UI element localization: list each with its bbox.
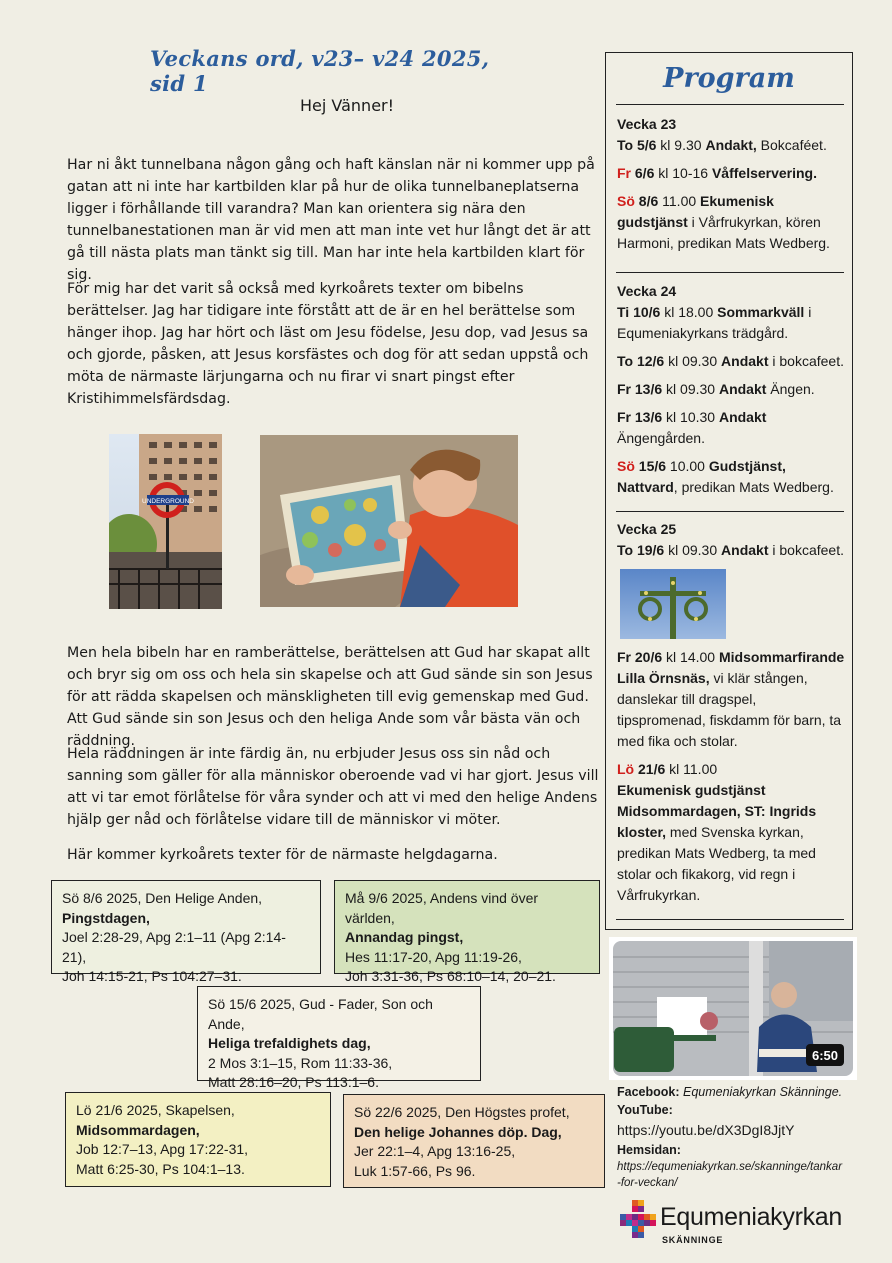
program-week-24 xyxy=(617,281,847,498)
video-thumbnail-image xyxy=(609,937,857,1080)
program-event: Sö 15/6 10.00 Gudstjänst, Nattvard, predikan Mats Wedberg. xyxy=(617,458,834,495)
video-thumbnail[interactable] xyxy=(609,937,857,1080)
reading-holiday: Annandag pingst, xyxy=(345,929,464,945)
program-event: Ti 10/6 kl 18.00 Sommarkväll i Equmeniakyrkans trädgård. xyxy=(617,304,812,341)
program-week-23 xyxy=(617,114,847,254)
paragraph-3: Men hela bibeln har en ramberättelse, berättelsen att Gud har skapat allt och bryr sig om oss och hela sin skapelse och att Gud sände sin son Jesus för att rädda skapelsen och mänskligheten till evig gemenskap med Gud. Att Gud sände sin son Jesus och den heliga Ande som vår bästa vän och räddning. xyxy=(67,645,593,749)
website-link[interactable]: https://equmeniakyrkan.se/skanninge/tankar-for-veckan/ xyxy=(617,1161,843,1189)
program-event: Fr 13/6 kl 09.30 Andakt Ängen. xyxy=(617,381,815,397)
program-event: Lö 21/6 kl 11.00 Ekumenisk gudstjänst Midsommardagen, ST: Ingrids kloster, med Svenska kyrkan, predikan Mats Wedberg, ta med stolar och fikakorg, vid regn i Vårfrukyrkan. xyxy=(617,761,817,903)
reading-box-pingstdagen xyxy=(51,880,321,984)
program-event: Fr 20/6 kl 14.00 Midsommarfirande Lilla Örnsnäs, vi klär stången, danslekar till dragspel, tipspromenad, fiskdamm för barn, ta med fika och stolar. xyxy=(617,649,845,749)
reading-box-johannes-dop xyxy=(343,1094,605,1188)
maypole-photo xyxy=(620,569,726,639)
boy-with-map-illustration xyxy=(260,435,518,607)
facebook-link[interactable]: Equmeniakyrkan Skänninge. xyxy=(683,1085,843,1099)
program-event: Fr 6/6 kl 10-16 Våffelservering. xyxy=(617,165,818,181)
divider xyxy=(616,104,844,105)
week-heading: Vecka 25 xyxy=(617,521,677,537)
reading-texts-line2: Matt 6:25-30, Ps 104:1–13. xyxy=(76,1160,245,1177)
youtube-link[interactable]: https://youtu.be/dX3DgI8JjtY xyxy=(617,1122,795,1138)
reading-texts-line2: Joh 14:15-21, Ps 104:27–31. xyxy=(62,968,242,984)
reading-date: Sö 8/6 2025, Den Helige Anden, xyxy=(62,890,263,906)
reading-date: Sö 22/6 2025, Den Högstes profet, xyxy=(354,1104,570,1120)
reading-texts-line2: Matt 28:16–20, Ps 113:1–6. xyxy=(208,1074,379,1090)
week-heading: Vecka 24 xyxy=(617,283,677,299)
divider xyxy=(616,511,844,512)
underground-illustration xyxy=(109,434,222,609)
reading-date: Må 9/6 2025, Andens vind över världen, xyxy=(345,890,539,926)
paragraph-2: För mig har det varit så också med kyrkoårets texter om bibelns berättelser. Jag har tidigare inte förstått att de är en hel berättelse som hänger ihop. Jag har hört och läst om Jesu födelse, Jesu dop, vad Jesus sa och gjorde, påsken, att Jesus korsfästes och dog för att sedan uppstå och möta de närmaste lärjungarna och nu firar vi snart pingst efter Kristihimmelsfärdsdag. xyxy=(67,281,589,407)
week-heading: Vecka 23 xyxy=(617,116,677,132)
contact-links xyxy=(617,1083,867,1191)
reading-texts-line2: Luk 1:57-66, Ps 96. xyxy=(354,1162,476,1179)
underground-sign-text: UNDERGROUND xyxy=(142,498,194,505)
reading-holiday: Heliga trefaldighets dag, xyxy=(208,1035,371,1051)
reading-texts-line1: Job 12:7–13, Apg 17:22-31, xyxy=(76,1141,249,1157)
maypole-illustration xyxy=(620,569,726,639)
cross-logo-icon xyxy=(618,1200,658,1240)
reading-box-annandag-pingst xyxy=(334,880,600,984)
program-week-25 xyxy=(617,519,847,906)
program-event: To 19/6 kl 09.30 Andakt i bokcafeet. xyxy=(617,542,844,558)
page-title: Veckans ord, v23– v24 2025, sid 1 xyxy=(150,46,490,96)
program-panel xyxy=(605,52,853,930)
reading-holiday: Den helige Johannes döp. Dag, xyxy=(354,1123,562,1140)
reading-date: Lö 21/6 2025, Skapelsen, xyxy=(76,1102,235,1118)
reading-texts-line1: Joel 2:28-29, Apg 2:1–11 (Apg 2:14-21), xyxy=(62,929,286,965)
logo-subtitle: SKÄNNINGE xyxy=(662,1235,724,1245)
video-duration: 6:50 xyxy=(811,1048,839,1063)
website-label: Hemsidan: xyxy=(617,1143,681,1157)
reading-texts-line1: Hes 11:17-20, Apg 11:19-26, xyxy=(345,948,522,965)
reading-holiday: Midsommardagen, xyxy=(76,1121,200,1138)
boy-with-map-photo xyxy=(260,435,518,607)
reading-texts-line1: Jer 22:1–4, Apg 13:16-25, xyxy=(354,1143,516,1159)
reading-box-trefaldighet xyxy=(197,986,481,1090)
paragraph-4: Hela räddningen är inte färdig än, nu erbjuder Jesus oss sin nåd och sanning som gäller för alla människor oberoende vad vi har gjort. Jesus vill att vi tar emot förlåtelse för våra synder och att vi med den helige Andens hjälp ger nåd och förlåtelse vidare till de människor vi möter. xyxy=(67,746,599,828)
program-title: Program xyxy=(663,63,795,94)
paragraph-5: Här kommer kyrkoårets texter för de närmaste helgdagarna. xyxy=(67,847,498,863)
program-event: To 12/6 kl 09.30 Andakt i bokcafeet. xyxy=(617,353,844,369)
facebook-label: Facebook: xyxy=(617,1085,680,1099)
reading-texts-line2: Joh 3:31-36, Ps 68:10–14, 20–21. xyxy=(345,968,556,984)
divider xyxy=(616,919,844,920)
reading-date: Sö 15/6 2025, Gud - Fader, Son och Ande, xyxy=(208,996,433,1032)
paragraph-1: Har ni åkt tunnelbana någon gång och haft känslan när ni kommer upp på gatan att ni inte har kartbilden klar på hur de olika tunnelbaneplatserna ligger i förhållande till varandra? Man kan orientera sig nära den tunnelbanestationen man är vid men att man inte vet hur långt det är att gå till nästa plats man tänkt sig till. Man har inte hela kartbilden klart för sig. xyxy=(67,157,595,283)
underground-photo xyxy=(109,434,222,609)
program-event: Fr 13/6 kl 10.30 Andakt Ängengården. xyxy=(617,409,767,446)
program-event: Sö 8/6 11.00 Ekumenisk gudstjänst i Vårfrukyrkan, kören Harmoni, predikan Mats Wedberg. xyxy=(617,193,830,251)
divider xyxy=(616,272,844,273)
equmeniakyrkan-logo xyxy=(618,1200,868,1250)
reading-box-midsommardagen xyxy=(65,1092,331,1187)
greeting: Hej Vänner! xyxy=(300,96,395,115)
reading-holiday: Pingstdagen, xyxy=(62,909,150,926)
reading-texts-line1: 2 Mos 3:1–15, Rom 11:33-36, xyxy=(208,1054,393,1071)
youtube-label: YouTube: xyxy=(617,1103,673,1117)
logo-name: Equmeniakyrkan xyxy=(660,1203,843,1231)
program-event: To 5/6 kl 9.30 Andakt, Bokcaféet. xyxy=(617,137,827,153)
